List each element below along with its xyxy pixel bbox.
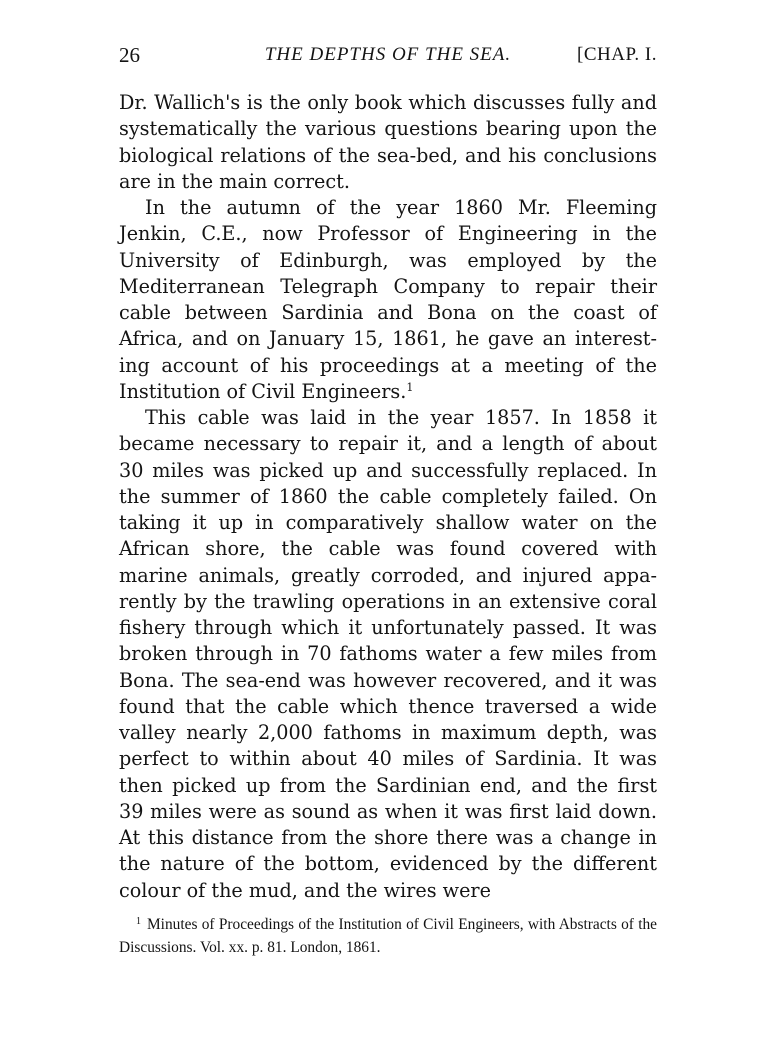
paragraph-1: Dr. Wallich's is the only book which discusses fully and systematically the various questions bearing upon the biological relations of the sea-bed, and his conclusions are in the main correct. xyxy=(119,91,657,193)
running-head xyxy=(119,40,657,70)
running-title: THE DEPTHS OF THE SEA. xyxy=(264,44,512,65)
footnote: 1 Minutes of Proceedings of the Institution of Civil Engineers, with Abstracts of the Discussions. Vol. xx. p. 81. London, 1861. xyxy=(119,915,657,956)
paragraph-2-text: In the autumn of the year 1860 Mr. Fleeming Jenkin, C.E., now Professor of Engineering in the University of Edinburgh, was employed by the Mediterranean Telegraph Company to repair their cable between Sardinia and Bona on the coast of Africa, and on January 15, 1861, he gave an interesting account of his proceedings at a meeting of the Institution of Civil Engineers. xyxy=(119,196,657,403)
page-number: 26 xyxy=(119,43,140,67)
book-page xyxy=(119,40,657,959)
paragraph-3: This cable was laid in the year 1857. In 1858 it became necessary to repair it, and a length of about 30 miles was picked up and successfully replaced. In the summer of 1860 the cable completely failed. On taking it up in comparatively shallow water on the African shore, the cable was found covered with marine animals, greatly corroded, and injured apparently by the trawling operations in an extensive coral fishery through which it unfortunately passed. It was broken through in 70 fathoms water a few miles from Bona. The sea-end was however recovered, and it was found that the cable which thence traversed a wide valley nearly 2,000 fathoms in maximum depth, was perfect to within about 40 miles of Sardinia. It was then picked up from the Sardinian end, and the first 39 miles were as sound as when it was first laid down. At this distance from the shore there was a change in the nature of the bottom, evidenced by the different colour of the mud, and the wires were xyxy=(119,406,657,902)
footnote-text: Minutes of Proceedings of the Institution of Civil Engineers, with Abstracts of the Discussions. Vol. xx. p. 81. London, 1861. xyxy=(119,915,657,956)
paragraph-2 xyxy=(119,195,657,405)
footnote-reference: 1 xyxy=(406,380,414,394)
chapter-marker: [CHAP. I. xyxy=(577,44,657,65)
body-text xyxy=(119,90,657,904)
